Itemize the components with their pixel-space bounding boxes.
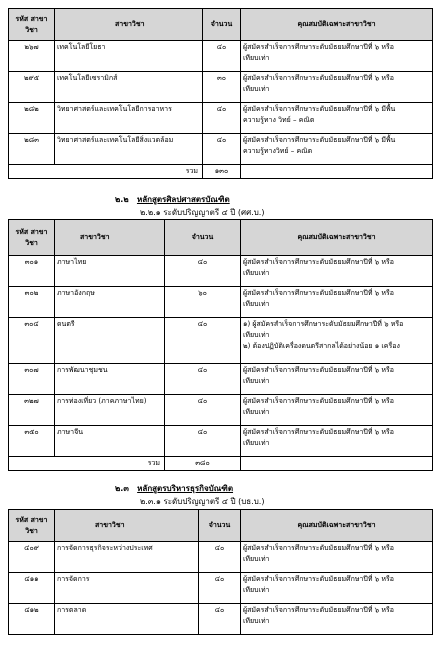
total-empty [241,457,433,471]
qualification-line: เทียบเท่า [243,54,270,62]
cell-code: ๔๑๑ [9,573,55,604]
table-row [9,395,433,426]
cell-count: ๔๐ [165,318,241,364]
cell-code: ๔๑๒ [9,604,55,635]
cell-count: ๔๐ [199,604,241,635]
cell-count: ๔๐ [203,134,241,165]
cell-major: การท่องเที่ยว (ภาคภาษาไทย) [55,395,165,426]
cell-qualification [241,542,433,573]
qualification-line: เทียบเท่า [243,269,270,277]
cell-code: ๓๐๗ [9,364,55,395]
cell-major: ภาษาไทย [55,256,165,287]
qualification-line: เทียบเท่า [243,377,270,385]
table-row [9,364,433,395]
cell-qualification [241,426,433,457]
header-major: สาขาวิชา [55,9,203,41]
table-row [9,318,433,364]
section-2-title [115,193,230,206]
cell-count: ๔๐ [203,103,241,134]
cell-major: การพัฒนาชุมชน [55,364,165,395]
total-label: รวม [9,165,203,179]
cell-qualification [241,103,433,134]
cell-code: ๒๘๒ [9,103,55,134]
cell-major: การตลาด [55,604,199,635]
cell-code: ๓๐๑ [9,256,55,287]
cell-count: ๔๐ [199,542,241,573]
cell-code: ๒๖๗ [9,41,55,72]
section-3-title [115,482,233,495]
cell-code: ๔๐๙ [9,542,55,573]
cell-count: ๓๐ [203,72,241,103]
header-qual: คุณสมบัติเฉพาะสาขาวิชา [241,510,433,542]
cell-qualification [241,41,433,72]
qualification-line: เทียบเท่า [243,586,270,594]
table-row [9,72,433,103]
qualification-line: ผู้สมัครสำเร็จการศึกษาระดับมัธยมศึกษาปีที่ ๖ มีพื้น [243,136,396,144]
qualification-line: ๑) ผู้สมัครสำเร็จการศึกษาระดับมัธยมศึกษาปีที่ ๖ หรือ [243,320,404,328]
qualification-line: ผู้สมัครสำเร็จการศึกษาระดับมัธยมศึกษาปีที่ ๖ หรือ [243,258,394,266]
header-major: สาขาวิชา [55,510,199,542]
table-1 [8,8,433,179]
table-row [9,103,433,134]
cell-qualification [241,364,433,395]
cell-major: วิทยาศาสตร์และเทคโนโลยีการอาหาร [55,103,203,134]
table-2 [8,219,433,471]
cell-code: ๓๐๔ [9,318,55,364]
table-row [9,573,433,604]
qualification-line: เทียบเท่า [243,555,270,563]
cell-count: ๖๐ [165,287,241,318]
cell-code: ๓๐๒ [9,287,55,318]
header-code: รหัส สาขาวิชา [9,9,55,41]
table-3 [8,509,433,635]
cell-major: การจัดการ [55,573,199,604]
header-code: รหัส สาขาวิชา [9,510,55,542]
table-row [9,604,433,635]
cell-major: วิทยาศาสตร์และเทคโนโลยีสิ่งแวดล้อม [55,134,203,165]
qualification-line: ผู้สมัครสำเร็จการศึกษาระดับมัธยมศึกษาปีที่ ๖ หรือ [243,74,394,82]
cell-count: ๔๐ [165,426,241,457]
cell-qualification [241,134,433,165]
total-label: รวม [9,457,165,471]
cell-qualification [241,318,433,364]
qualification-line: ผู้สมัครสำเร็จการศึกษาระดับมัธยมศึกษาปีที่ ๖ หรือ [243,289,394,297]
total-value: ๓๘๐ [165,457,241,471]
table-row [9,256,433,287]
header-qual: คุณสมบัติเฉพาะสาขาวิชา [241,9,433,41]
header-major: สาขาวิชา [55,220,165,256]
cell-major: ดนตรี [55,318,165,364]
cell-count: ๔๐ [165,256,241,287]
cell-count: ๔๐ [199,573,241,604]
table-row [9,134,433,165]
cell-code: ๓๕๐ [9,426,55,457]
header-count: จำนวน [165,220,241,256]
header-count: จำนวน [199,510,241,542]
qualification-line: ผู้สมัครสำเร็จการศึกษาระดับมัธยมศึกษาปีที่ ๖ หรือ [243,606,394,614]
cell-major: ภาษาจีน [55,426,165,457]
cell-qualification [241,604,433,635]
qualification-line: ผู้สมัครสำเร็จการศึกษาระดับมัธยมศึกษาปีที่ ๖ หรือ [243,397,394,405]
header-code: รหัส สาขาวิชา [9,220,55,256]
qualification-line: ความรู้ทาง วิทย์ – คณิต [243,116,315,124]
qualification-line: เทียบเท่า [243,85,270,93]
header-qual: คุณสมบัติเฉพาะสาขาวิชา [241,220,433,256]
cell-count: ๔๐ [203,41,241,72]
qualification-line: ผู้สมัครสำเร็จการศึกษาระดับมัธยมศึกษาปีที่ ๖ หรือ [243,43,394,51]
cell-qualification [241,287,433,318]
table-row [9,426,433,457]
section-3-heading: หลักสูตรบริหารธุรกิจบัณฑิต [137,484,234,493]
cell-code: ๒๙๕ [9,72,55,103]
cell-qualification [241,256,433,287]
cell-code: ๒๘๓ [9,134,55,165]
cell-count: ๔๐ [165,395,241,426]
cell-qualification [241,395,433,426]
table-row [9,287,433,318]
table-row [9,41,433,72]
qualification-line: ผู้สมัครสำเร็จการศึกษาระดับมัธยมศึกษาปีที่ ๖ หรือ [243,575,394,583]
header-count: จำนวน [203,9,241,41]
cell-major: เทคโนโลยีเซรามิกส์ [55,72,203,103]
qualification-line: เทียบเท่า [243,408,270,416]
cell-qualification [241,72,433,103]
qualification-line: ความรู้ทางวิทย์ – คณิต [243,147,313,155]
cell-major: ภาษาอังกฤษ [55,287,165,318]
qualification-line: ผู้สมัครสำเร็จการศึกษาระดับมัธยมศึกษาปีที่ ๖ หรือ [243,428,394,436]
section-3-subtitle: ๒.๓.๑ ระดับปริญญาตรี ๔ ปี (บธ.บ.) [140,497,265,506]
qualification-line: ผู้สมัครสำเร็จการศึกษาระดับมัธยมศึกษาปีที่ ๖ หรือ [243,544,394,552]
cell-major: การจัดการธุรกิจระหว่างประเทศ [55,542,199,573]
qualification-line: เทียบเท่า [243,439,270,447]
qualification-line: เทียบเท่า [243,617,270,625]
qualification-line: ผู้สมัครสำเร็จการศึกษาระดับมัธยมศึกษาปีที่ ๖ หรือ [243,366,394,374]
qualification-line: เทียบเท่า [243,331,270,339]
cell-qualification [241,573,433,604]
qualification-line: เทียบเท่า [243,300,270,308]
total-value: ๑๓๐ [203,165,241,179]
cell-count: ๔๐ [165,364,241,395]
cell-major: เทคโนโลยีโยธา [55,41,203,72]
section-3-number: ๒.๓ [115,484,129,493]
section-2-number: ๒.๒ [115,195,129,204]
total-empty [241,165,433,179]
table-row [9,542,433,573]
cell-code: ๓๒๗ [9,395,55,426]
section-2-heading: หลักสูตรศิลปศาสตรบัณฑิต [136,195,230,204]
section-2-subtitle: ๒.๒.๑ ระดับปริญญาตรี ๔ ปี (ศศ.บ.) [140,208,265,217]
qualification-line: ผู้สมัครสำเร็จการศึกษาระดับมัธยมศึกษาปีที่ ๖ มีพื้น [243,105,396,113]
qualification-line: ๒) ต้องปฏิบัติเครื่องดนตรีสากลได้อย่างน้อย ๑ เครื่อง [243,342,400,350]
